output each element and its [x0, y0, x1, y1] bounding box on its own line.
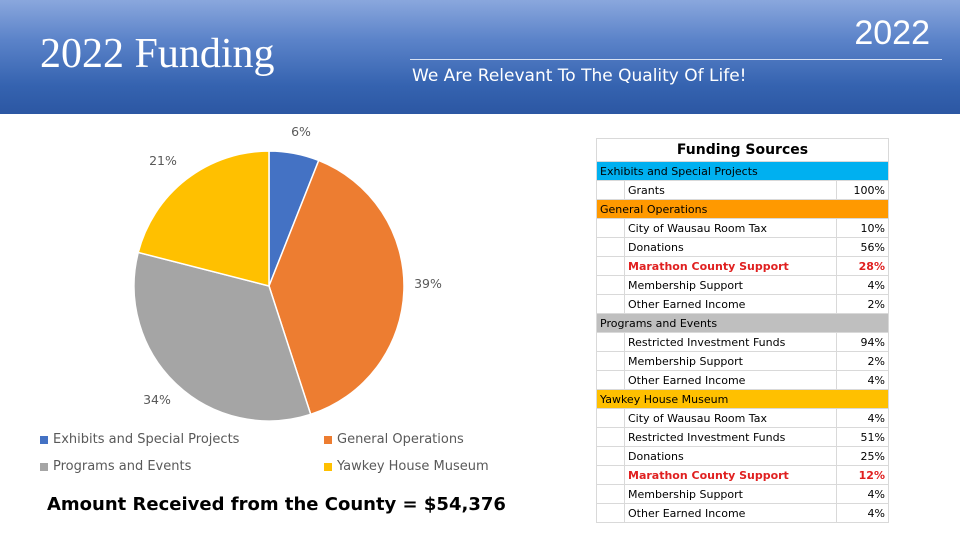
table-source-value: 28% [837, 257, 889, 276]
pie-data-label: 21% [149, 153, 177, 168]
table-group-row [597, 200, 889, 219]
table-indent-cell [597, 333, 625, 352]
table-title: Funding Sources [597, 139, 889, 162]
table-source-value: 94% [837, 333, 889, 352]
table-title-row [597, 139, 889, 162]
pie-data-label: 6% [291, 124, 311, 139]
table-row [597, 409, 889, 428]
table-group-row [597, 162, 889, 181]
legend-swatch [324, 463, 332, 471]
table-source-label: Restricted Investment Funds [625, 428, 837, 447]
table-source-label: Donations [625, 238, 837, 257]
table-group-label: Exhibits and Special Projects [597, 162, 889, 181]
table-row [597, 276, 889, 295]
table-indent-cell [597, 371, 625, 390]
table-group-row [597, 390, 889, 409]
table-source-value: 25% [837, 447, 889, 466]
legend-label: Yawkey House Museum [337, 459, 489, 474]
table-source-value: 4% [837, 485, 889, 504]
table-group-row [597, 314, 889, 333]
table-source-value: 12% [837, 466, 889, 485]
table-source-label: Membership Support [625, 276, 837, 295]
legend-item [40, 432, 239, 447]
table-row [597, 466, 889, 485]
table-indent-cell [597, 276, 625, 295]
table-source-label: Membership Support [625, 352, 837, 371]
table-source-label: Other Earned Income [625, 295, 837, 314]
table-source-label: Restricted Investment Funds [625, 333, 837, 352]
table-group-label: Yawkey House Museum [597, 390, 889, 409]
table-source-value: 10% [837, 219, 889, 238]
header-divider [410, 59, 942, 60]
table-row [597, 428, 889, 447]
table-source-label: Membership Support [625, 485, 837, 504]
table-source-value: 4% [837, 409, 889, 428]
table-row [597, 257, 889, 276]
table-indent-cell [597, 352, 625, 371]
table-source-value: 56% [837, 238, 889, 257]
legend-item [40, 459, 191, 474]
pie-data-label: 39% [414, 276, 442, 291]
legend-swatch [40, 463, 48, 471]
table-indent-cell [597, 181, 625, 200]
legend-item [324, 459, 489, 474]
county-amount-text: Amount Received from the County = $54,376 [47, 494, 506, 515]
slide-header [0, 0, 960, 114]
table-source-value: 4% [837, 371, 889, 390]
year-label: 2022 [854, 14, 930, 52]
table-source-label: Marathon County Support [625, 257, 837, 276]
table-indent-cell [597, 257, 625, 276]
table-row [597, 504, 889, 523]
table-indent-cell [597, 238, 625, 257]
legend-item [324, 432, 464, 447]
table-source-label: Grants [625, 181, 837, 200]
table-source-value: 2% [837, 295, 889, 314]
legend-label: General Operations [337, 432, 464, 447]
table-source-label: Other Earned Income [625, 371, 837, 390]
table-source-label: City of Wausau Room Tax [625, 219, 837, 238]
legend-label: Exhibits and Special Projects [53, 432, 240, 447]
legend-swatch [40, 436, 48, 444]
table-source-value: 2% [837, 352, 889, 371]
table-indent-cell [597, 504, 625, 523]
table-source-label: Other Earned Income [625, 504, 837, 523]
table-indent-cell [597, 295, 625, 314]
table-row [597, 371, 889, 390]
table-source-label: Donations [625, 447, 837, 466]
pie-data-label: 34% [143, 392, 171, 407]
table-indent-cell [597, 409, 625, 428]
table-indent-cell [597, 466, 625, 485]
table-source-value: 51% [837, 428, 889, 447]
table-source-label: Marathon County Support [625, 466, 837, 485]
slide-title: 2022 Funding [40, 31, 275, 77]
table-source-label: City of Wausau Room Tax [625, 409, 837, 428]
funding-sources-table [596, 138, 889, 523]
table-source-value: 100% [837, 181, 889, 200]
legend-label: Programs and Events [53, 459, 192, 474]
table-row [597, 181, 889, 200]
table-row [597, 352, 889, 371]
table-row [597, 295, 889, 314]
table-source-value: 4% [837, 276, 889, 295]
table-group-label: General Operations [597, 200, 889, 219]
table-row [597, 333, 889, 352]
table-indent-cell [597, 485, 625, 504]
table-source-value: 4% [837, 504, 889, 523]
table-row [597, 219, 889, 238]
slide-subtitle: We Are Relevant To The Quality Of Life! [412, 66, 747, 86]
table-indent-cell [597, 428, 625, 447]
table-group-label: Programs and Events [597, 314, 889, 333]
table-row [597, 485, 889, 504]
table-indent-cell [597, 447, 625, 466]
table-row [597, 447, 889, 466]
table-row [597, 238, 889, 257]
table-indent-cell [597, 219, 625, 238]
funding-pie-chart [0, 114, 540, 430]
legend-swatch [324, 436, 332, 444]
